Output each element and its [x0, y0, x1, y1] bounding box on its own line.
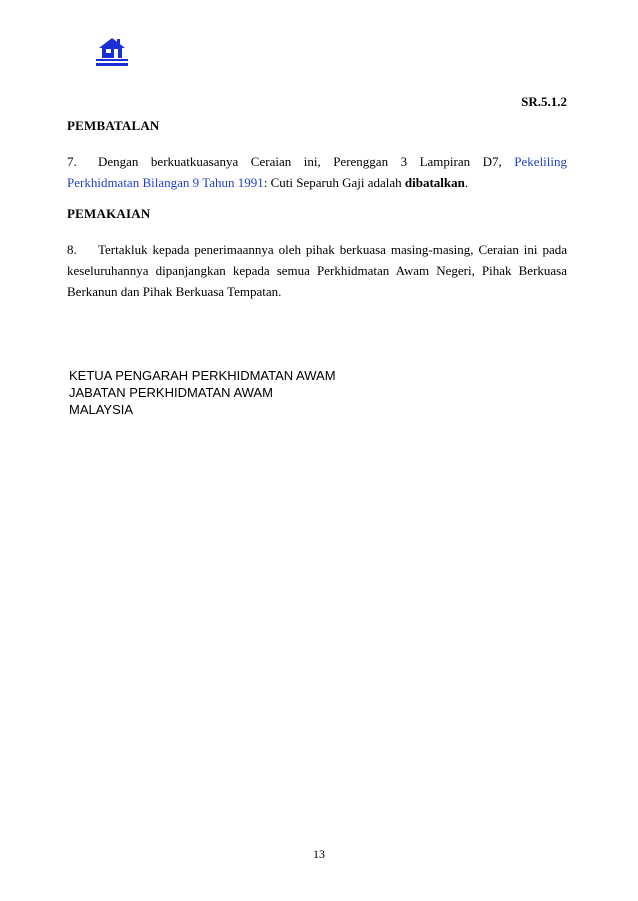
heading-pemakaian: PEMAKAIAN	[67, 206, 151, 221]
reference-code: SR.5.1.2	[521, 94, 567, 109]
signature-line-2: JABATAN PERKHIDMATAN AWAM	[69, 385, 273, 400]
paragraph-text: Tertakluk kepada penerimaannya oleh pihak berkuasa masing-masing, Ceraian ini pada keseluruhannya dipanjangkan kepada semua Perkhidmatan Awam Negeri, Pihak Berkuasa Berkanun dan Pihak Berkuasa Tempatan.	[67, 242, 567, 299]
pekeliling-link[interactable]: Pekeliling Perkhidmatan Bilangan 9 Tahun 1991	[67, 154, 568, 190]
home-icon[interactable]	[96, 36, 128, 66]
page-number: 13	[313, 847, 325, 861]
heading-pembatalan: PEMBATALAN	[67, 118, 160, 133]
paragraph-7	[67, 151, 567, 193]
signature-line-3: MALAYSIA	[69, 402, 134, 417]
paragraph-number: 8.	[67, 242, 77, 257]
paragraph-text: : Cuti Separuh Gaji adalah	[263, 175, 402, 190]
signature-block	[69, 367, 336, 418]
paragraph-text: Dengan berkuatkuasanya Ceraian ini, Perenggan 3 Lampiran D7,	[98, 154, 502, 169]
paragraph-number: 7.	[67, 154, 77, 169]
paragraph-8	[67, 239, 567, 302]
paragraph-text: .	[464, 175, 469, 190]
signature-line-1: KETUA PENGARAH PERKHIDMATAN AWAM	[69, 368, 336, 383]
paragraph-bold-text: dibatalkan	[404, 175, 465, 190]
